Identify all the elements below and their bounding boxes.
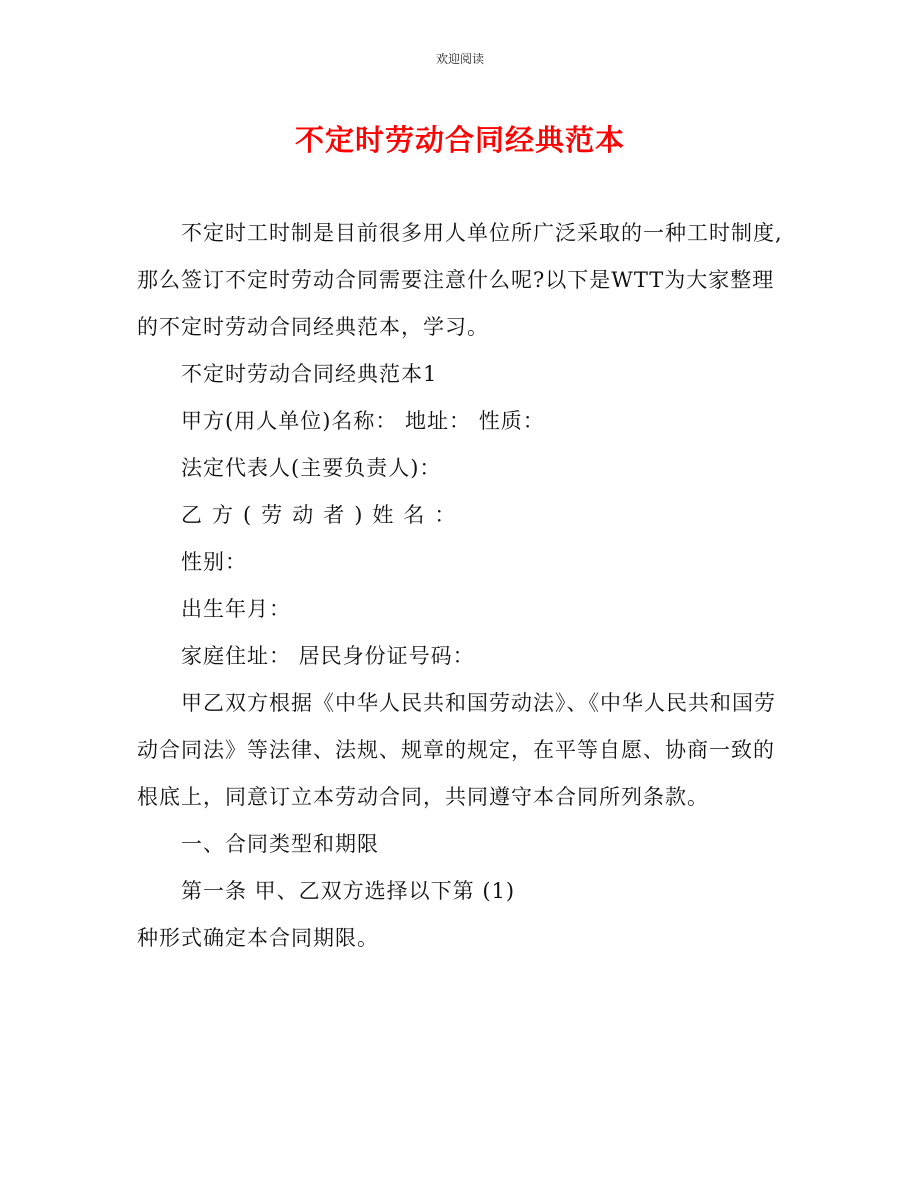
- party-a-fields: 甲方(用人单位)名称： 地址： 性质：: [181, 409, 545, 433]
- address-id-field: 家庭住址： 居民身份证号码：: [181, 644, 475, 668]
- article-one-continuation: 种形式确定本合同期限。: [137, 926, 379, 950]
- document-title: 不定时劳动合同经典范本: [294, 123, 625, 157]
- agreement-paragraph: 甲乙双方根据《中华人民共和国劳动法》、《中华人民共和国劳动合同法》等法律、法规、规章的规定，在平等自愿、协商一致的根底上，同意订立本劳动合同，共同遵守本合同所列条款。: [137, 691, 776, 809]
- article-one-line: 第一条 甲、乙双方选择以下第 (1): [181, 879, 516, 903]
- birth-date-field: 出生年月：: [181, 597, 291, 621]
- document-body: [137, 210, 787, 962]
- section-heading-sample-1: 不定时劳动合同经典范本1: [181, 362, 438, 386]
- legal-representative-field: 法定代表人(主要负责人)：: [181, 456, 442, 480]
- intro-paragraph: 不定时工时制是目前很多用人单位所广泛采取的一种工时制度,那么签订不定时劳动合同需要注意什么呢?以下是WTT为大家整理的不定时劳动合同经典范本，学习。: [137, 221, 783, 339]
- header-note: 欢迎阅读: [435, 52, 484, 66]
- section-heading-contract-type: 一、合同类型和期限: [181, 832, 379, 856]
- gender-field: 性别：: [181, 550, 247, 574]
- party-b-name-field: 乙方(劳动者)姓名：: [181, 503, 466, 527]
